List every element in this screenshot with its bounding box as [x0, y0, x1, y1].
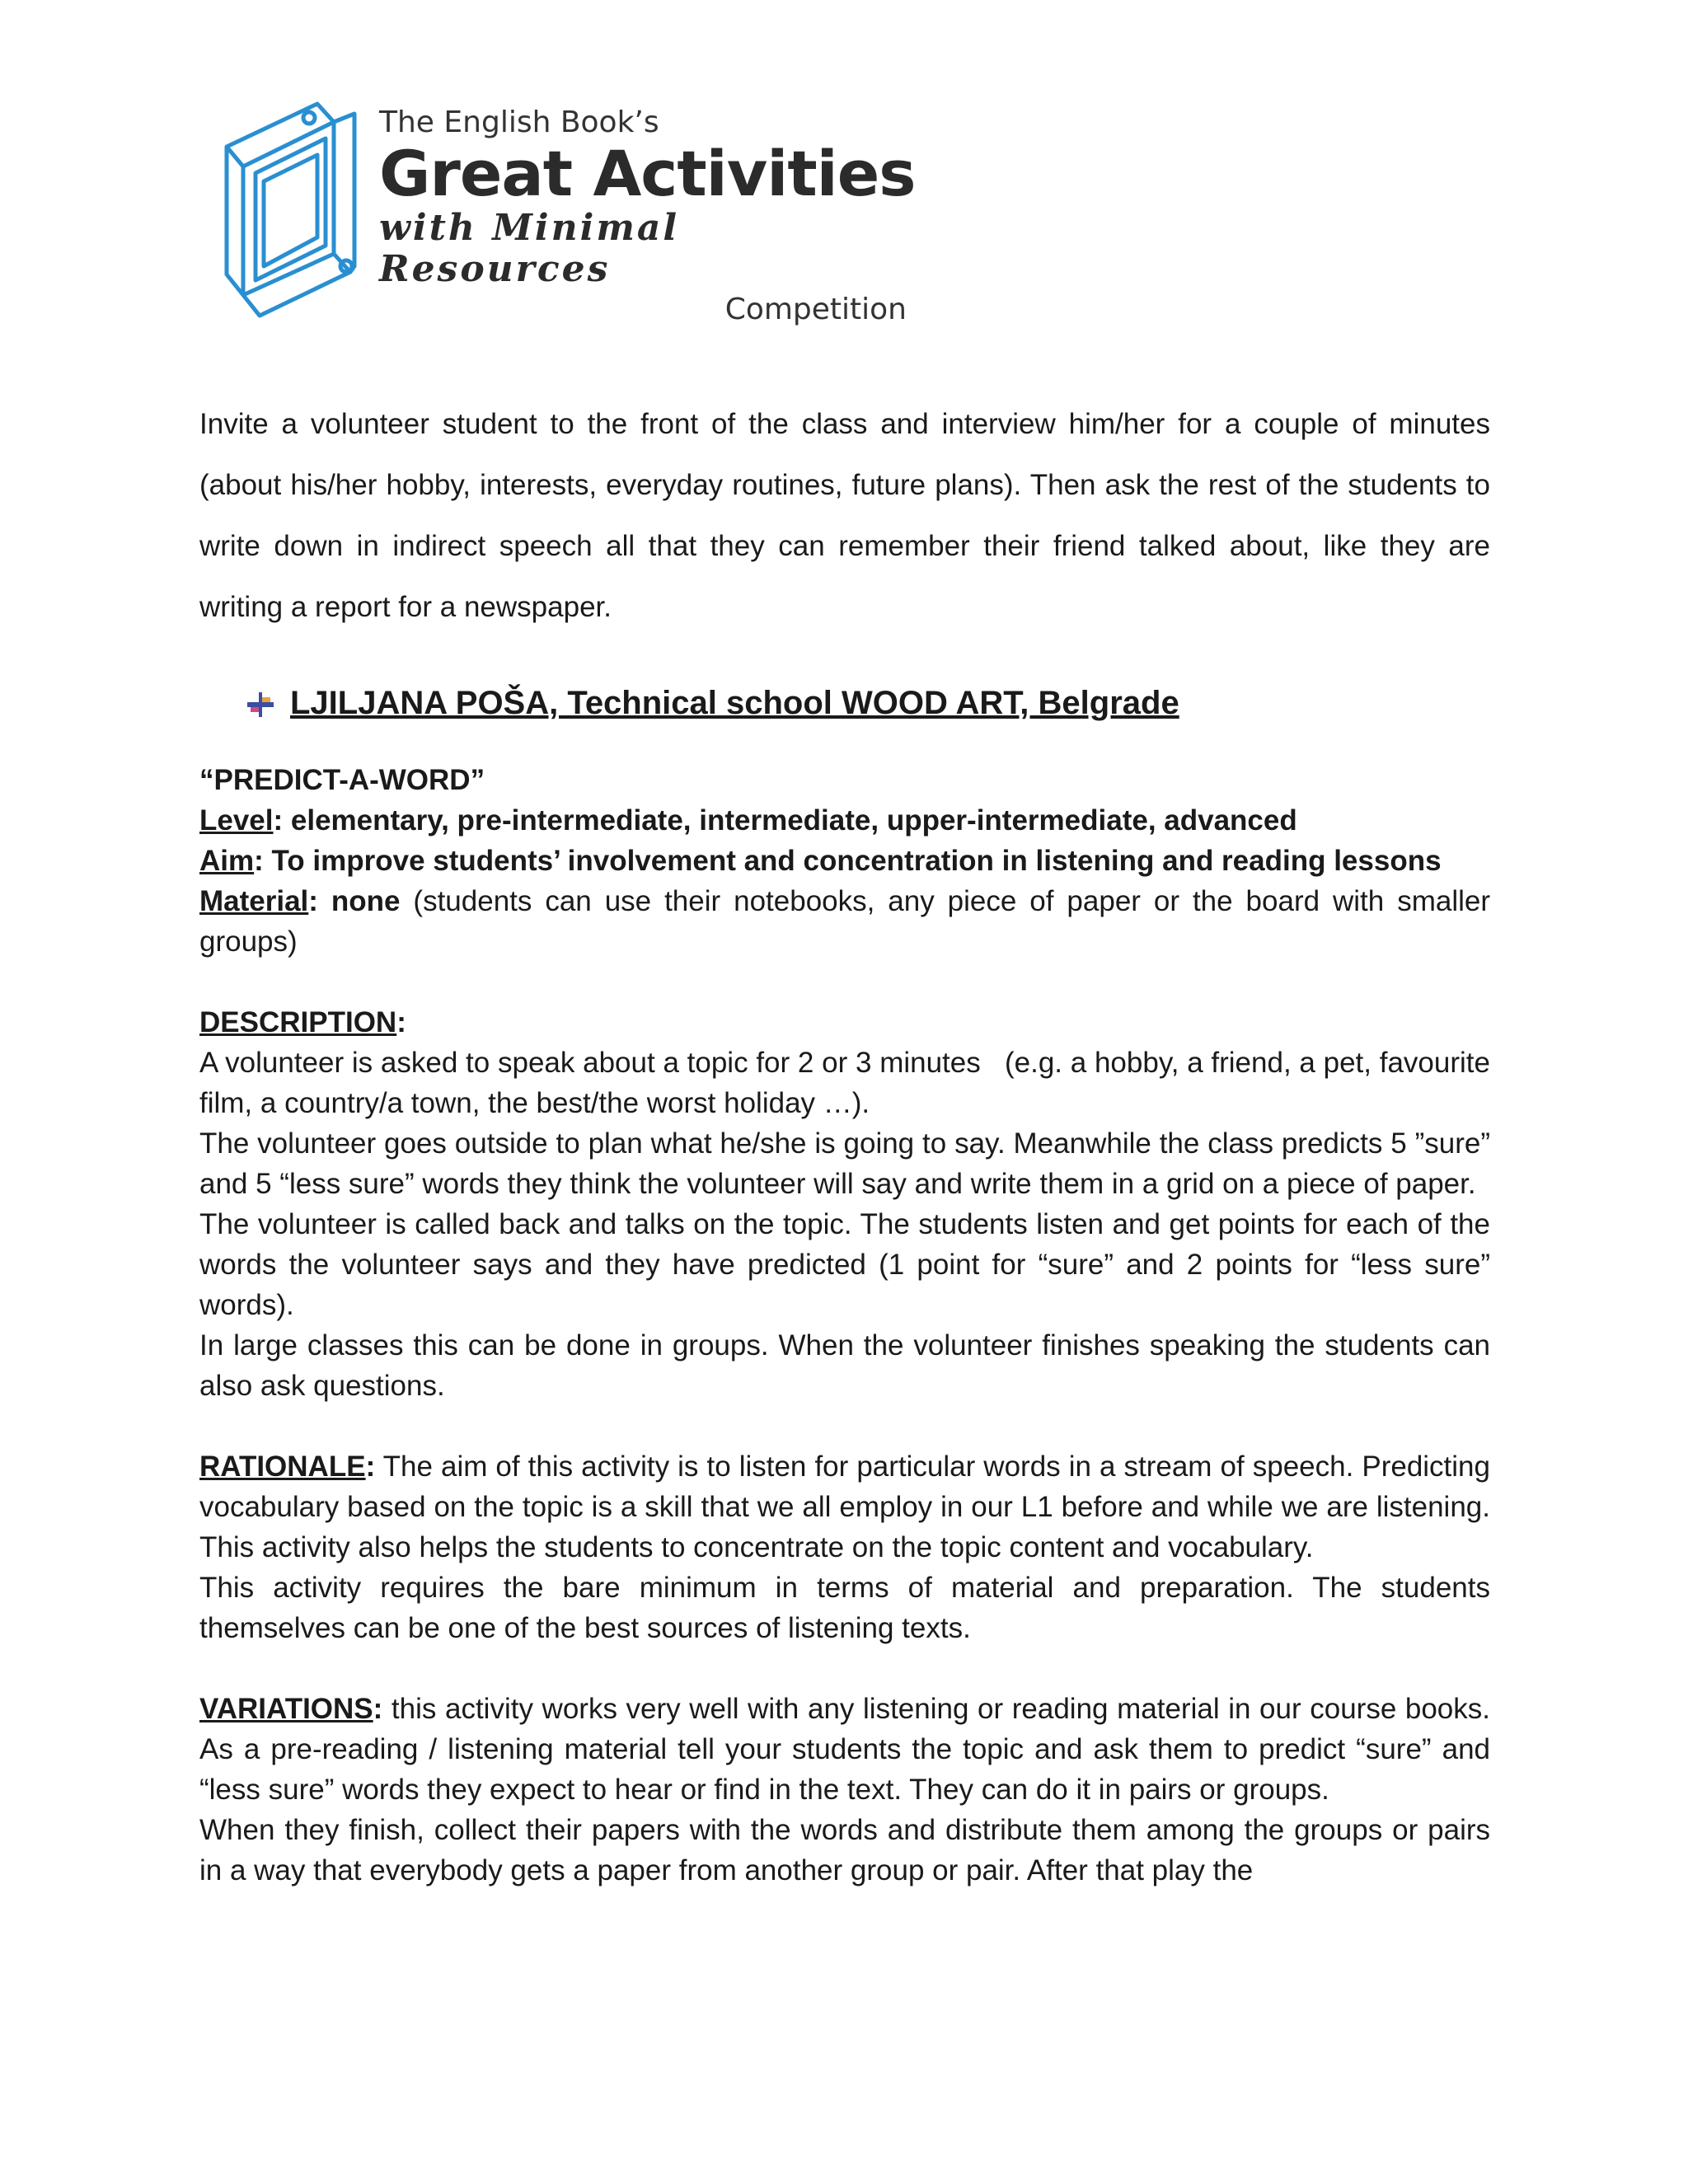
logo-competition: Competition: [724, 293, 907, 326]
material-bold: : none: [308, 885, 401, 917]
aim-line: [199, 841, 1490, 881]
bullet-icon: [246, 692, 275, 717]
material-value: (students can use their notebooks, any piece of paper or the board with smaller groups): [199, 885, 1490, 958]
activity-title: “PREDICT-A-WORD”: [199, 764, 485, 796]
description-paragraph: The volunteer is called back and talks on the topic. The students listen and get points for each of the words the volunteer says and they have predicted (1 point for “sure” and 2 points for “less sure” words).: [199, 1208, 1490, 1321]
intro-paragraph: Invite a volunteer student to the front of the class and interview him/her for a couple of minutes (about his/her hobby, interests, everyday routines, future plans). Then ask the rest of the students to write down in indirect speech all that they can remember their friend talked about, like they are writing a report for a newspaper.: [199, 408, 1490, 623]
logo-tagline: with Minimal Resources: [379, 207, 680, 290]
description-paragraph: The volunteer goes outside to plan what he/she is going to say. Meanwhile the class predicts 5 ”sure” and 5 “less sure” words they think the volunteer will say and write them in a grid on a piece of paper.: [199, 1127, 1490, 1200]
logo-title: Great Activities: [379, 137, 916, 210]
level-line: [199, 800, 1490, 841]
book-icon: [210, 97, 375, 321]
aim-value: : To improve students’ involvement and concentration in listening and reading lessons: [254, 845, 1442, 877]
author-heading: [246, 682, 1482, 724]
competition-logo: [210, 97, 919, 326]
logo-text: [379, 97, 923, 330]
variations-label: VARIATIONS: [199, 1693, 373, 1725]
logo-subtitle: The English Book’s: [379, 105, 659, 139]
variations-paragraph: VARIATIONS: this activity works very well with any listening or reading material in our course books. As a pre-reading / listening material tell your students the topic and ask them to predict “sure” and “less sure” words they expect to hear or find in the text. They can do it in pairs or groups.: [199, 1693, 1490, 1806]
rationale-label: RATIONALE: [199, 1451, 366, 1483]
material-line: [199, 881, 1490, 962]
material-label: Material: [199, 885, 309, 917]
variations-paragraph-2: When they finish, collect their papers with the words and distribute them among the groups or pairs in a way that everybody gets a paper from another group or pair. After that play the: [199, 1814, 1490, 1886]
description-heading: DESCRIPTION:: [199, 1006, 406, 1038]
description-label: DESCRIPTION: [199, 1006, 397, 1038]
activity-content: [199, 760, 1490, 1891]
level-label: Level: [199, 804, 274, 837]
rationale-paragraph: RATIONALE: The aim of this activity is to listen for particular words in a stream of speech. Predicting vocabulary based on the topic is a skill that we all employ in our L1 before and while we are listening. This activity also helps the students to concentrate on the topic content and vocabulary.: [199, 1451, 1490, 1563]
rationale-paragraph-2: This activity requires the bare minimum in terms of material and preparation. The students themselves can be one of the best sources of listening texts.: [199, 1572, 1490, 1644]
level-value: : elementary, pre-intermediate, intermediate, upper-intermediate, advanced: [273, 804, 1297, 837]
description-paragraph: A volunteer is asked to speak about a topic for 2 or 3 minutes (e.g. a hobby, a friend, a pet, favourite film, a country/a town, the best/the worst holiday …).: [199, 1047, 1490, 1119]
author-heading-text: LJILJANA POŠA, Technical school WOOD ART, Belgrade: [290, 685, 1179, 721]
aim-label: Aim: [199, 845, 255, 877]
description-paragraph: In large classes this can be done in groups. When the volunteer finishes speaking the students can also ask questions.: [199, 1329, 1490, 1402]
